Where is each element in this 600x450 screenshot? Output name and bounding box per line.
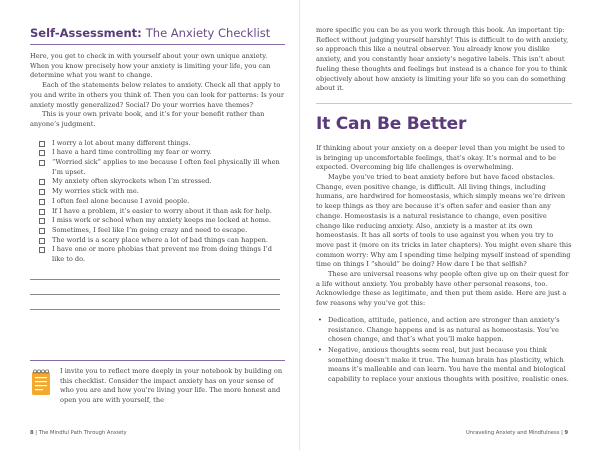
checkbox-icon[interactable] — [39, 160, 45, 166]
write-in-line[interactable] — [30, 309, 280, 310]
checklist-item-text: I have one or more phobias that prevent me from doing things I’d like to do. — [52, 245, 272, 264]
left-page — [30, 26, 285, 324]
body-paragraph: These are universal reasons why people often give up on their quest for a life without anxiety. You probably have other personal reasons, too. Acknowledge these as legitimate, and then put them aside. Here are just a few reasons why you’ve got this: — [316, 270, 569, 308]
checklist-item[interactable] — [39, 148, 285, 158]
checkbox-icon[interactable] — [39, 150, 45, 156]
checkbox-icon[interactable] — [39, 141, 45, 147]
checklist-item-text: The world is a scary place where a lot of bad things can happen. — [52, 235, 268, 244]
checklist-item[interactable] — [39, 177, 285, 187]
section-heading: It Can Be Better — [316, 113, 467, 134]
checklist-item[interactable] — [39, 139, 285, 149]
checklist-item-text: I have a hard time controlling my fear or worry. — [52, 148, 212, 157]
checkbox-icon[interactable] — [39, 247, 45, 253]
left-footer — [30, 430, 127, 436]
checkbox-icon[interactable] — [39, 209, 45, 215]
anxiety-checklist — [30, 139, 285, 265]
checkbox-icon[interactable] — [39, 179, 45, 185]
checklist-item[interactable] — [39, 245, 285, 264]
checklist-item-text: If I have a problem, it’s easier to worry about it than ask for help. — [52, 206, 272, 215]
footer-separator: | — [35, 430, 39, 436]
intro-paragraph: This is your own private book, and it’s for your benefit rather than anyone’s judgment. — [30, 110, 265, 128]
running-footer: The Mindful Path Through Anxiety — [38, 430, 127, 436]
notebook-callout — [30, 360, 285, 406]
checklist-item[interactable] — [39, 158, 285, 177]
page-gutter — [299, 0, 300, 450]
list-item-text: Negative, anxious thoughts seem real, but just because you think something doesn’t make it true. The human brain has plasticity, which means it’s malleable and can learn. You have the mental and biological capability to replace your anxious thoughts with positive, realistic ones. — [328, 345, 569, 384]
checklist-item[interactable] — [39, 197, 285, 207]
intro-paragraph: Here, you get to check in with yourself about your own unique anxiety. When you know precisely how your anxiety is limiting your life, you can determine what you want to change. — [30, 52, 271, 80]
notebook-icon — [30, 369, 52, 396]
list-item — [316, 346, 572, 385]
checkbox-icon[interactable] — [39, 189, 45, 195]
right-footer — [466, 430, 568, 436]
checklist-item-text: Sometimes, I feel like I’m going crazy and need to escape. — [52, 225, 248, 234]
body-paragraph: Maybe you’ve tried to beat anxiety before but have faced obstacles. Change, even positive change, is difficult. All living things, including humans, are hardwired for homeostasis, which simply means we’re driven to keep things as they are because it’s often safer and easier than any change. Homeostasis is a natural resistance to change, even positive change like reducing anxiety. Also, anxiety is a master at its own homeostasis. It has all sorts of tools to use against you when you try to move past it (more on its tricks in later chapters). You might even share this common worry: Why am I spending time helping myself instead of spending time on things I “should” be doing? How dare I be that selfish? — [316, 173, 572, 269]
title-sub: The Anxiety Checklist — [145, 26, 271, 40]
page-number: 9 — [564, 430, 569, 436]
bullet-icon: • — [318, 315, 322, 324]
write-in-line[interactable] — [30, 279, 280, 280]
bullet-icon: • — [318, 345, 322, 354]
page-number: 8 — [30, 430, 34, 436]
checklist-item-text: “Worried sick” applies to me because I often feel physically ill when I’m upset. — [52, 158, 280, 176]
list-item — [316, 316, 572, 345]
checklist-item[interactable] — [39, 236, 285, 246]
checklist-item[interactable] — [39, 207, 285, 217]
checkbox-icon[interactable] — [39, 228, 45, 234]
title-main: Self-Assessment: — [30, 26, 142, 40]
callout-text: I invite you to reflect more deeply in your notebook by building on this checklist. Consider the impact anxiety has on your sense of who you are and how you’re living your life. The more honest and open you are with yourself, the — [60, 367, 283, 405]
checkbox-icon[interactable] — [39, 238, 45, 244]
reasons-list — [316, 316, 572, 385]
list-item-text: Dedication, attitude, patience, and action are stronger than anxiety’s resistance. Change happens and is as natural as homeostasis. You’ve chosen change, and that’s what you’ll make happen. — [328, 315, 560, 344]
checklist-item-text: I often feel alone because I avoid people. — [52, 196, 190, 205]
checklist-item[interactable] — [39, 187, 285, 197]
checklist-item-text: My worries stick with me. — [52, 187, 139, 196]
footer-separator: | — [561, 430, 565, 436]
checklist-item-text: My anxiety often skyrockets when I’m stressed. — [52, 177, 212, 186]
continuation-paragraph: more specific you can be as you work through this book. An important tip: Reflect without judging yourself harshly! This is difficult to do with anxiety, so approach this like a neutral observer. You already know you dislike anxiety, and you constantly hear anxiety’s negative labels. This isn’t about fueling these thoughts and feelings but instead is a chance for you to think objectively about how anxiety is limiting your life so you can do something about it. — [316, 26, 569, 93]
checklist-item[interactable] — [39, 226, 285, 236]
write-in-lines — [30, 279, 285, 310]
intro-paragraph: Each of the statements below relates to anxiety. Check all that apply to you and write in others you think of. Then you can look for patterns: Is your anxiety mostly generalized? Social? Do your worries have themes? — [30, 81, 285, 109]
checklist-item[interactable] — [39, 216, 285, 226]
checklist-item-text: I miss work or school when my anxiety keeps me locked at home. — [52, 216, 271, 225]
checkbox-icon[interactable] — [39, 218, 45, 224]
right-page — [316, 26, 572, 386]
section-divider — [316, 103, 572, 104]
checklist-item-text: I worry a lot about many different things. — [52, 138, 191, 147]
body-paragraph: If thinking about your anxiety on a deeper level than you might be used to is bringing up uncomfortable feelings, that’s okay. It’s normal and to be expected. Overcoming big life challenges is overwhelming. — [316, 143, 565, 172]
write-in-line[interactable] — [30, 294, 280, 295]
checkbox-icon[interactable] — [39, 199, 45, 205]
section-title — [30, 26, 285, 45]
running-footer: Unraveling Anxiety and Mindfulness — [466, 430, 560, 436]
